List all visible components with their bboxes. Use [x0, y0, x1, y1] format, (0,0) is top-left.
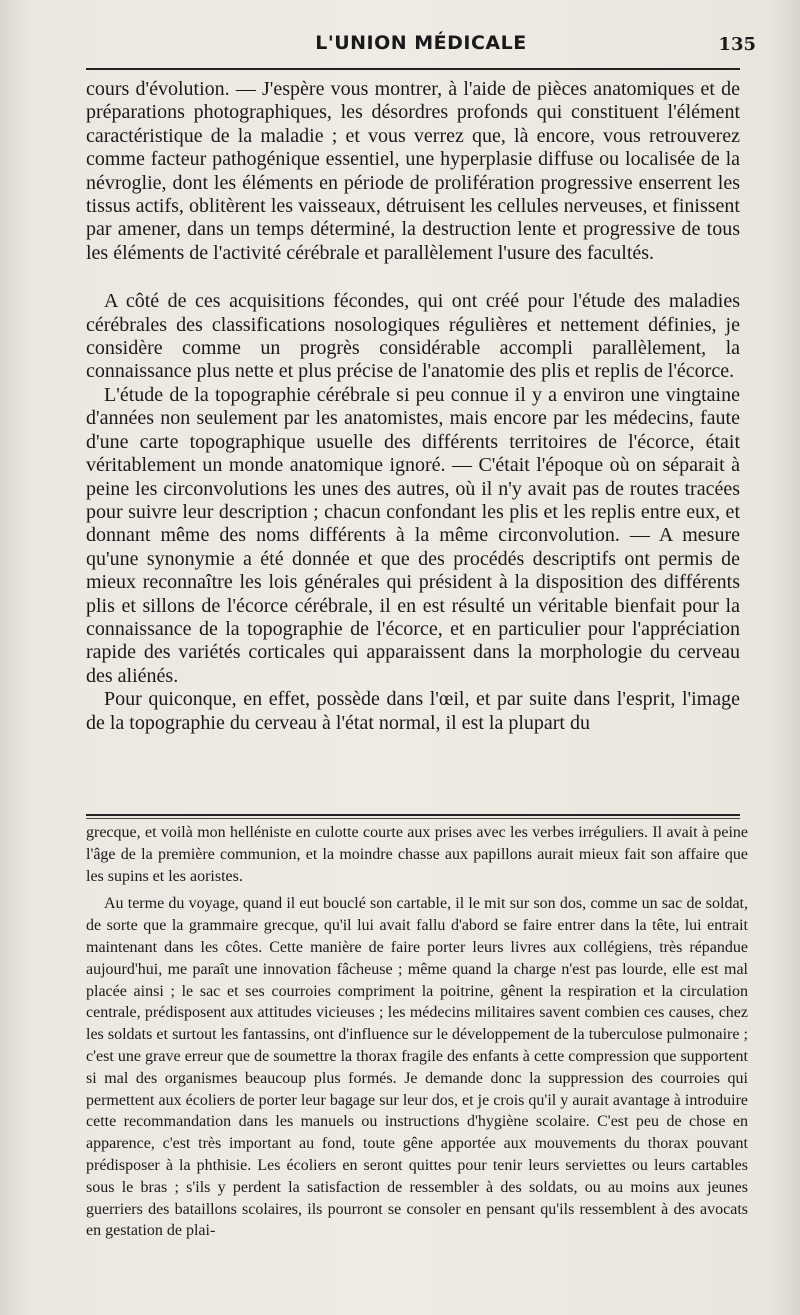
paragraph-2: A côté de ces acquisitions fécondes, qui ont créé pour l'étude des maladies cérébrales des classifications nosologiques régulières et nettement définies, je considère comme un progrès considérable accompli parallèlement, la connaissance plus nette et plus précise de l'anatomie des plis et replis de l'écorce. [86, 290, 740, 383]
paragraph-4: Pour quiconque, en effet, possède dans l'œil, et par suite dans l'esprit, l'image de la topographie du cerveau à l'état normal, il est la plupart du [86, 688, 740, 734]
main-body-text [86, 78, 740, 735]
footnote-separator-thin [86, 818, 740, 819]
footnote-separator [86, 814, 740, 816]
footnote-text [86, 822, 748, 1242]
header-rule [86, 68, 740, 70]
page-number: 135 [718, 34, 756, 55]
footnote-paragraph-2: Au terme du voyage, quand il eut bouclé son cartable, il le mit sur son dos, comme un sac de soldat, de sorte que la grammaire grecque, qu'il lui avait fallu d'abord se faire entrer dans la tête, lui entrait maintenant dans les côtes. Cette manière de faire porter leurs livres aux collégiens, très répandue aujourd'hui, me paraît une innovation fâcheuse ; même quand la charge n'est pas lourde, elle est mal placée ainsi ; le sac et ses courroies compriment la poitrine, gênent la respiration et la circulation centrale, prédisposent aux attitudes vicieuses ; les médecins militaires savent combien ces causes, chez les soldats et surtout les fantassins, ont d'influence sur le développement de la tuberculose pulmonaire ; c'est une grave erreur que de soumettre la thorax fragile des enfants à cette compression que supportent si mal des organismes beaucoup plus formés. Je demande donc la suppression des courroies qui permettent aux écoliers de porter leur bagage sur leur dos, et je crois qu'il y aurait avantage à introduire cette recommandation dans les manuels ou instructions d'hygiène scolaire. C'est peu de chose en apparence, c'est très important au fond, toute gêne apportée aux mouvements du thorax pouvant prédisposer à la phthisie. Les écoliers en seront quittes pour tenir leurs serviettes ou leurs cartables sous le bras ; s'ils y perdent la satisfaction de ressembler à des soldats, ou au moins aux jeunes guerriers des bataillons scolaires, ils pourront se consoler en pensant qu'ils ressemblent à des avocats en gestation de plai- [86, 895, 748, 1240]
paragraph-1: cours d'évolution. — J'espère vous montrer, à l'aide de pièces anatomiques et de préparations photographiques, les désordres profonds qui constituent l'élément caractéristique de la maladie ; et vous verrez que, là encore, vous retrouverez comme facteur pathogénique essentiel, une hyperplasie diffuse ou localisée de la névroglie, dont les éléments en période de prolifération progressive enserrent les tissus actifs, oblitèrent les vaisseaux, détruisent les cellules nerveuses, et finissent par amener, dans un temps déterminé, la destruction lente et progressive de tous les éléments de l'activité cérébrale et parallèlement l'usure des facultés. [86, 78, 740, 264]
footnote-paragraph-1: grecque, et voilà mon helléniste en culotte courte aux prises avec les verbes irréguliers. Il avait à peine l'âge de la première communion, et la moindre chasse aux papillons aurait mieux fait son affaire que les supins et les aoristes. [86, 824, 748, 885]
running-header [86, 30, 756, 60]
journal-title: L'UNION MÉDICALE [315, 32, 527, 54]
paragraph-3: L'étude de la topographie cérébrale si peu connue il y a environ une vingtaine d'années non seulement par les anatomistes, mais encore par les médecins, faute d'une carte topographique usuelle des différents territoires de l'écorce, était véritablement un monde anatomique ignoré. — C'était l'époque où on séparait à peine les circonvolutions les unes des autres, où il n'y avait pas de routes tracées pour suivre leur description ; chacun confondant les plis et les replis entre eux, et donnant même des noms différents à la même circonvolution. — A mesure qu'une synonymie a été donnée et que des procédés descriptifs ont permis de mieux reconnaître les lois générales qui président à la disposition des différents plis et sillons de l'écorce cérébrale, il en est résulté un véritable bienfait pour la connaissance de la topographie de l'écorce, et en particulier pour l'appréciation rapide des variétés corticales qui apparaissent dans la morphologie du cerveau des aliénés. [86, 383, 740, 687]
